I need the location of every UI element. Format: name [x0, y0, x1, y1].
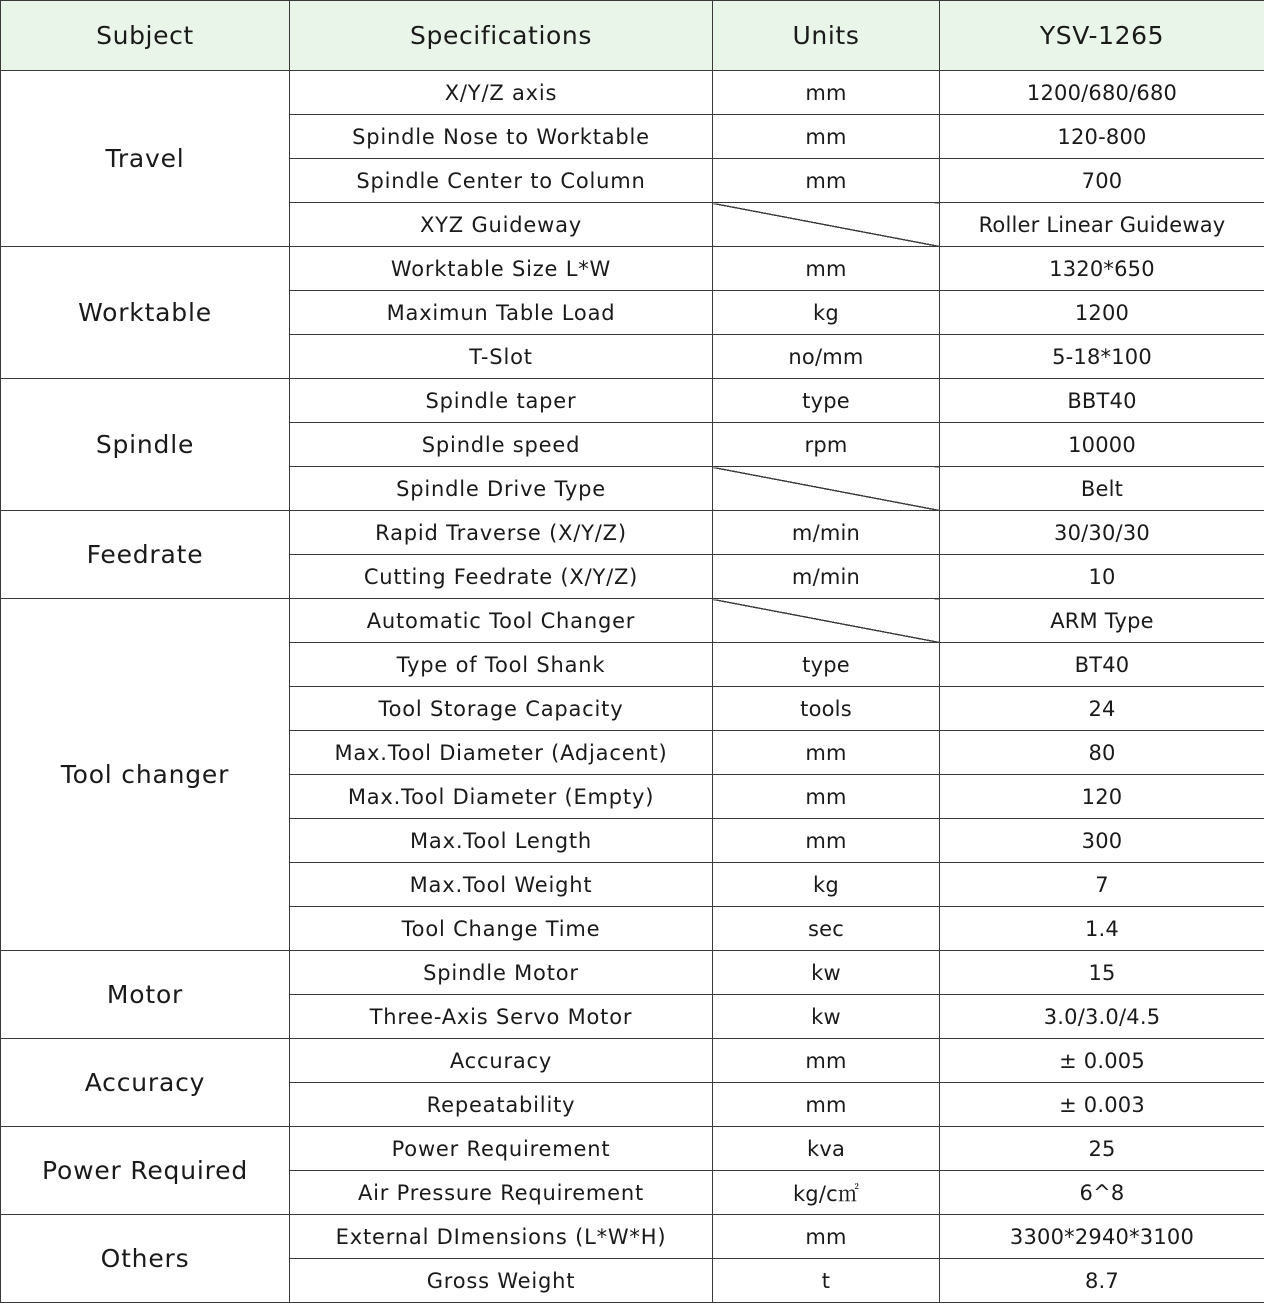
- value-cell: 1200/680/680: [940, 71, 1264, 115]
- value-cell: 15: [940, 951, 1264, 995]
- spec-cell: Spindle speed: [290, 423, 713, 467]
- value-cell: ± 0.003: [940, 1083, 1264, 1127]
- unit-cell: mm: [713, 731, 940, 775]
- spec-cell: Maximun Table Load: [290, 291, 713, 335]
- table-row: [1, 599, 1264, 643]
- subject-cell: Motor: [1, 951, 290, 1039]
- spec-cell: Tool Change Time: [290, 907, 713, 951]
- table-row: [1, 1127, 1264, 1171]
- value-cell: 5-18*100: [940, 335, 1264, 379]
- value-cell: 1.4: [940, 907, 1264, 951]
- spec-cell: XYZ Guideway: [290, 203, 713, 247]
- value-cell: 120: [940, 775, 1264, 819]
- spec-cell: Type of Tool Shank: [290, 643, 713, 687]
- subject-cell: Accuracy: [1, 1039, 290, 1127]
- spec-cell: Cutting Feedrate (X/Y/Z): [290, 555, 713, 599]
- value-cell: 6^8: [940, 1171, 1264, 1215]
- header-specifications: Specifications: [290, 1, 713, 71]
- unit-cell-empty: [713, 467, 940, 511]
- spec-cell: Spindle Center to Column: [290, 159, 713, 203]
- unit-cell: kw: [713, 995, 940, 1039]
- subject-cell: Tool changer: [1, 599, 290, 951]
- value-cell: 3300*2940*3100: [940, 1215, 1264, 1259]
- subject-cell: Worktable: [1, 247, 290, 379]
- spec-cell: Accuracy: [290, 1039, 713, 1083]
- table-header: [1, 1, 1264, 71]
- spec-cell: Spindle Nose to Worktable: [290, 115, 713, 159]
- unit-cell: type: [713, 379, 940, 423]
- unit-cell: mm: [713, 159, 940, 203]
- unit-cell: kg: [713, 291, 940, 335]
- header-row: [1, 1, 1264, 71]
- header-model: YSV-1265: [940, 1, 1264, 71]
- value-cell: 10000: [940, 423, 1264, 467]
- table-row: [1, 1215, 1264, 1259]
- spec-cell: Max.Tool Weight: [290, 863, 713, 907]
- spec-cell: Power Requirement: [290, 1127, 713, 1171]
- unit-cell: kw: [713, 951, 940, 995]
- table-row: [1, 379, 1264, 423]
- table-row: [1, 247, 1264, 291]
- spec-cell: T-Slot: [290, 335, 713, 379]
- table-row: [1, 71, 1264, 115]
- unit-cell: mm: [713, 1083, 940, 1127]
- spec-cell: Gross Weight: [290, 1259, 713, 1303]
- spec-cell: Air Pressure Requirement: [290, 1171, 713, 1215]
- spec-cell: Rapid Traverse (X/Y/Z): [290, 511, 713, 555]
- unit-cell: m/min: [713, 511, 940, 555]
- spec-cell: Automatic Tool Changer: [290, 599, 713, 643]
- value-cell: 25: [940, 1127, 1264, 1171]
- value-cell: ARM Type: [940, 599, 1264, 643]
- value-cell: 120-800: [940, 115, 1264, 159]
- unit-cell: m/min: [713, 555, 940, 599]
- unit-cell-empty: [713, 599, 940, 643]
- spec-cell: Spindle Drive Type: [290, 467, 713, 511]
- spec-cell: Worktable Size L*W: [290, 247, 713, 291]
- unit-cell: mm: [713, 1215, 940, 1259]
- table-row: [1, 511, 1264, 555]
- value-cell: Belt: [940, 467, 1264, 511]
- unit-cell: kg/c㎡: [713, 1171, 940, 1215]
- value-cell: 1200: [940, 291, 1264, 335]
- value-cell: 30/30/30: [940, 511, 1264, 555]
- subject-cell: Travel: [1, 71, 290, 247]
- spec-cell: X/Y/Z axis: [290, 71, 713, 115]
- spec-cell: Repeatability: [290, 1083, 713, 1127]
- subject-cell: Others: [1, 1215, 290, 1303]
- unit-cell: mm: [713, 819, 940, 863]
- value-cell: 24: [940, 687, 1264, 731]
- header-subject: Subject: [1, 1, 290, 71]
- value-cell: 3.0/3.0/4.5: [940, 995, 1264, 1039]
- value-cell: 7: [940, 863, 1264, 907]
- spec-cell: Spindle taper: [290, 379, 713, 423]
- subject-cell: Feedrate: [1, 511, 290, 599]
- unit-cell: kva: [713, 1127, 940, 1171]
- spec-cell: Max.Tool Length: [290, 819, 713, 863]
- spec-cell: Max.Tool Diameter (Empty): [290, 775, 713, 819]
- unit-cell: mm: [713, 247, 940, 291]
- value-cell: 300: [940, 819, 1264, 863]
- subject-cell: Power Required: [1, 1127, 290, 1215]
- unit-cell-empty: [713, 203, 940, 247]
- value-cell: 10: [940, 555, 1264, 599]
- table-row: [1, 1039, 1264, 1083]
- spec-cell: External DImensions (L*W*H): [290, 1215, 713, 1259]
- unit-cell: rpm: [713, 423, 940, 467]
- unit-cell: mm: [713, 71, 940, 115]
- table-body: [1, 71, 1264, 1303]
- subject-cell: Spindle: [1, 379, 290, 511]
- value-cell: ± 0.005: [940, 1039, 1264, 1083]
- unit-cell: mm: [713, 1039, 940, 1083]
- unit-cell: type: [713, 643, 940, 687]
- spec-cell: Spindle Motor: [290, 951, 713, 995]
- unit-cell: sec: [713, 907, 940, 951]
- value-cell: 1320*650: [940, 247, 1264, 291]
- value-cell: 8.7: [940, 1259, 1264, 1303]
- value-cell: 80: [940, 731, 1264, 775]
- unit-cell: mm: [713, 115, 940, 159]
- unit-cell: no/mm: [713, 335, 940, 379]
- table-row: [1, 951, 1264, 995]
- unit-cell: tools: [713, 687, 940, 731]
- spec-cell: Three-Axis Servo Motor: [290, 995, 713, 1039]
- value-cell: 700: [940, 159, 1264, 203]
- unit-cell: kg: [713, 863, 940, 907]
- spec-cell: Tool Storage Capacity: [290, 687, 713, 731]
- unit-cell: mm: [713, 775, 940, 819]
- value-cell: BBT40: [940, 379, 1264, 423]
- value-cell: BT40: [940, 643, 1264, 687]
- value-cell: Roller Linear Guideway: [940, 203, 1264, 247]
- unit-cell: t: [713, 1259, 940, 1303]
- spec-cell: Max.Tool Diameter (Adjacent): [290, 731, 713, 775]
- header-units: Units: [713, 1, 940, 71]
